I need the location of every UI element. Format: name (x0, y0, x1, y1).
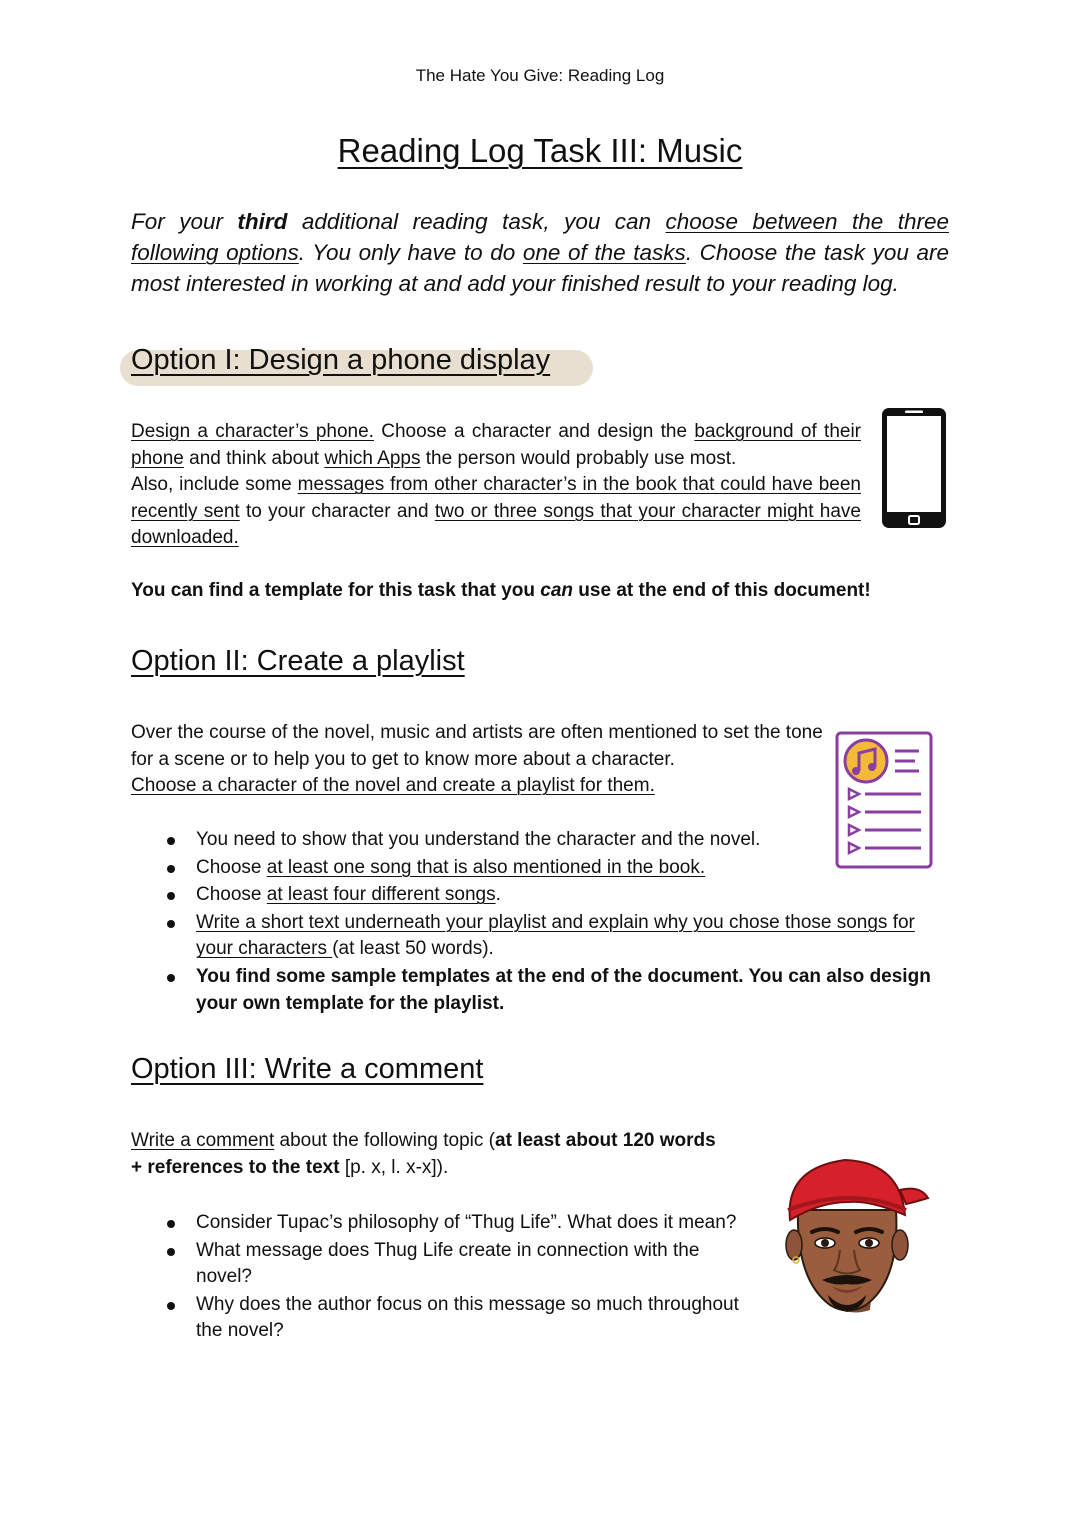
smartphone-icon (880, 406, 948, 537)
option3-description: Write a comment about the following topic (at least about 120 words + references to the text [p. x, l. x-x]). (131, 1130, 716, 1178)
list-item: You find some sample templates at the end of the document. You can also design your own template for the playlist. (131, 964, 941, 1017)
list-item: Choose at least one song that is also mentioned in the book. (131, 855, 941, 882)
tupac-portrait (760, 1140, 935, 1330)
option2-bullet-list (131, 827, 941, 1018)
list-item: Consider Tupac’s philosophy of “Thug Life”. What does it mean? (131, 1210, 751, 1237)
option1-description: Design a character’s phone. Choose a character and design the background of their phone and think about which Apps the person would probably use most. Also, include some messages from other character’s in the book that could have been recently sent to your character and two or three songs that your character might have downloaded. (131, 421, 861, 549)
playlist-icon (835, 731, 935, 876)
option1-heading: Option I: Design a phone display (131, 344, 551, 376)
option2-description: Over the course of the novel, music and artists are often mentioned to set the tone for a scene or to help you to get to know more about a character. Choose a character of the novel and create a playlist for them. (131, 722, 823, 797)
running-header: The Hate You Give: Reading Log (415, 66, 665, 85)
option3-question-list (131, 1210, 751, 1346)
list-item: You need to show that you understand the character and the novel. (131, 827, 941, 854)
option2-heading: Option II: Create a playlist (131, 645, 465, 677)
page-title: Reading Log Task III: Music (337, 132, 743, 169)
list-item: Why does the author focus on this message so much throughout the novel? (131, 1292, 751, 1345)
list-item: Write a short text underneath your playlist and explain why you chose those songs for your characters (at least 50 words). (131, 910, 941, 963)
list-item: Choose at least four different songs. (131, 882, 941, 909)
list-item: What message does Thug Life create in connection with the novel? (131, 1238, 751, 1291)
option1-template-note: You can find a template for this task that you can use at the end of this document! (131, 580, 871, 601)
intro-paragraph: For your third additional reading task, you can choose between the three following options. You only have to do one of the tasks. Choose the task you are most interested in working at and add your finished result to your reading log. (131, 209, 949, 296)
option3-heading: Option III: Write a comment (131, 1053, 484, 1085)
